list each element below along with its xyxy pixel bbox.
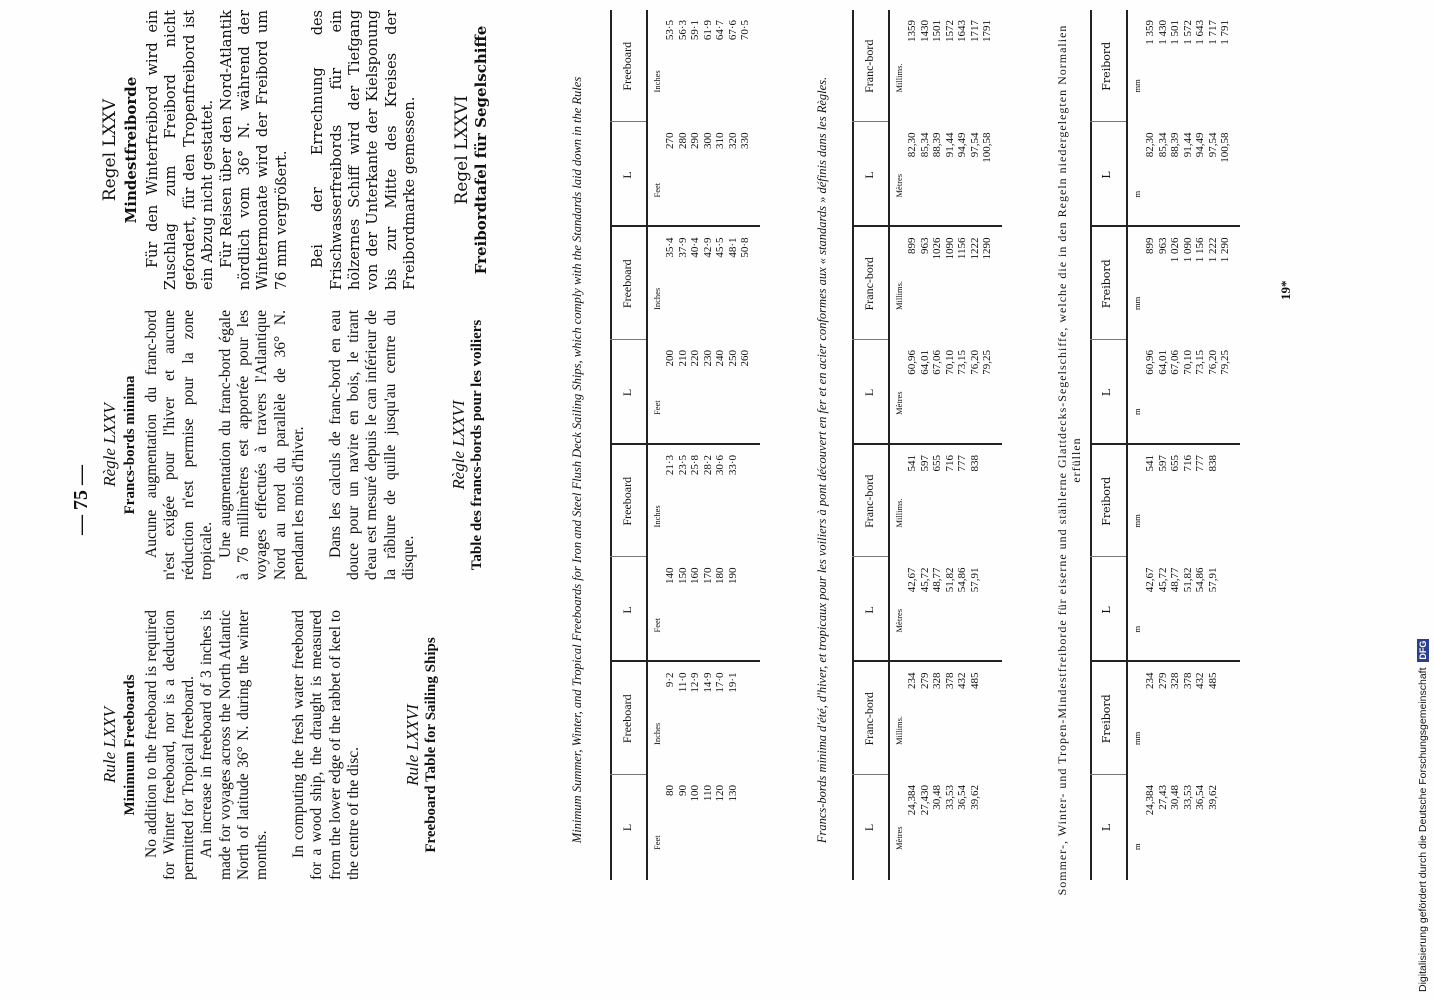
table-cell: 94,49 — [1194, 132, 1206, 158]
table-cell: 170 — [701, 567, 714, 584]
table-cell: 33,53 — [943, 785, 956, 810]
column-header: Freeboard — [620, 694, 634, 744]
table-cell: 35·4 — [664, 237, 676, 258]
column-header: Freeboard — [620, 259, 634, 309]
table-cell: 91,44 — [1181, 132, 1194, 158]
column-header: Freibord — [1100, 476, 1113, 526]
table-cell: 88,39 — [931, 132, 943, 158]
table-cell: 1 359 — [1144, 20, 1156, 45]
table-cell: 963 — [1156, 237, 1169, 254]
table-cell: 42,67 — [1144, 567, 1156, 593]
french-rule76-title: Règle LXXVI — [448, 400, 468, 490]
table-cell: 76,20 — [968, 350, 981, 375]
table-cell: 57,91 — [968, 567, 981, 593]
french-rule75-paragraph-3: Dans les calculs de franc-bord en eau douce pour un navire en bois, le tirant d'eau est mesuré depuis le can inférieur de la râblure de quille jusqu'au centre du disque. — [326, 310, 418, 580]
table-cell: 94,49 — [956, 132, 968, 158]
table-cell: 234 — [1144, 672, 1156, 689]
french-rule75-paragraph-1: Aucune augmentation du franc-bord n'est exigée pour l'hiver et aucune réduction n'est permise pour la zone tropicale. — [143, 310, 216, 580]
table-cell: 597 — [918, 455, 931, 472]
german-rule75-paragraph-1: Für den Winterfreibord wird ein Zuschlag zum Freibord nicht gefordert, für den Tropenfreibord ist ein Abzug nicht gestattet. — [145, 10, 217, 290]
table-cell: 60,96 — [1144, 350, 1156, 375]
column-header: Freeboard — [620, 476, 634, 526]
table-cell: 250 — [726, 350, 739, 367]
table-cell: 100,58 — [1219, 132, 1231, 163]
table-cell: 97,54 — [968, 132, 981, 158]
table-top-rule — [1090, 10, 1092, 880]
table-cell: 57,91 — [1206, 567, 1219, 593]
table-cell: 59·1 — [689, 20, 701, 41]
table-cell: 27,43 — [1156, 785, 1169, 810]
table-cell: 19·1 — [726, 672, 739, 693]
table-cell: 130 — [726, 785, 739, 802]
table-cell: 899 — [906, 237, 918, 254]
english-rule75-paragraph-3: In computing the fresh water freeboard for a wood ship, the draught is measured from the lower edge of the rabbet of keel to the centre of the disc. — [289, 610, 363, 880]
column-unit: Feet — [652, 400, 662, 415]
table-cell: 328 — [931, 672, 943, 689]
column-header: L — [620, 823, 634, 832]
table-cell: 597 — [1156, 455, 1169, 472]
sheet-mark: 19* — [1278, 280, 1293, 300]
column-header: Franc-bord — [862, 692, 876, 746]
table-cell: 30,48 — [931, 785, 943, 810]
table-cell: 67,06 — [1169, 350, 1181, 375]
table-cell: 1 501 — [1169, 20, 1181, 45]
column-unit: Millims. — [894, 280, 904, 310]
column-header: L — [1100, 823, 1113, 832]
table-cell: 310 — [714, 132, 726, 149]
table-cell: 48,77 — [931, 567, 943, 593]
table-cell: 1 026 — [1169, 237, 1181, 263]
table-cell: 279 — [1156, 672, 1169, 689]
german-rule75-heading: Mindestfreiborde — [122, 76, 140, 224]
table-cell: 42,67 — [906, 567, 918, 593]
table-cell: 28·2 — [701, 455, 714, 476]
column-header: Freibord — [1100, 41, 1113, 91]
french-freeboard-table — [852, 10, 992, 880]
table-cell: 67,06 — [931, 350, 943, 375]
column-unit: Millims. — [894, 715, 904, 745]
table-cell: 23·5 — [676, 455, 689, 476]
table-cell: 120 — [714, 785, 726, 802]
table-cell: 330 — [739, 132, 751, 149]
french-rule75-title: Règle LXXV — [100, 403, 119, 487]
table-cell: 240 — [714, 350, 726, 367]
table-cell: 541 — [1144, 455, 1156, 472]
table-cell: 1 643 — [1194, 20, 1206, 45]
table-header-rule — [1126, 10, 1128, 880]
column-header: Freeboard — [620, 41, 634, 91]
column-header: Freibord — [1100, 694, 1113, 744]
column-unit: m — [1132, 408, 1142, 415]
table-cell: 1430 — [918, 20, 931, 42]
column-header: L — [1100, 388, 1113, 397]
table-cell: 73,15 — [1194, 350, 1206, 375]
table-cell: 82,30 — [1144, 132, 1156, 158]
table-cell: 1501 — [931, 20, 943, 42]
column-unit: Millims. — [894, 498, 904, 528]
table-cell: 45,72 — [918, 567, 931, 593]
table-cell: 1222 — [968, 237, 981, 260]
table-cell: 1 430 — [1156, 20, 1169, 45]
english-rule75-heading: Minimum Freeboards — [122, 674, 138, 816]
table-cell: 21·3 — [664, 455, 676, 476]
table-cell: 33·0 — [726, 455, 739, 476]
column-unit: m — [1132, 625, 1142, 633]
column-header: L — [1100, 606, 1113, 614]
english-rule76-title: Rule LXXVI — [403, 704, 423, 786]
table-cell: 777 — [956, 455, 968, 472]
column-unit: Millims. — [894, 63, 904, 93]
german-rule75-title: Regel LXXV — [100, 98, 120, 202]
french-rule75-paragraph-2: Une augmentation du franc-bord égale à 76 millimètres est apportée pour les voyages effectués à travers l'Atlantique Nord au nord du parallèle de 36° N. pendant les mois d'hiver. — [216, 310, 308, 580]
german-column — [100, 10, 490, 290]
table-cell: 899 — [1144, 237, 1156, 254]
french-table-caption: Francs-bords minima d'été, d'hiver, et tropicaux pour les voiliers à pont découvert en fer et en acier conformes aux « standards » définis dans les Règles. — [815, 76, 829, 844]
table-cell: 48·1 — [726, 237, 739, 258]
column-unit: Mètres — [894, 826, 904, 850]
table-cell: 30,48 — [1169, 785, 1181, 810]
table-cell: 64,01 — [1156, 350, 1169, 375]
table-cell: 100,58 — [981, 132, 993, 163]
table-cell: 53·5 — [664, 20, 676, 41]
table-cell: 777 — [1194, 455, 1206, 472]
table-cell: 963 — [918, 237, 931, 254]
table-cell: 80 — [664, 785, 676, 796]
table-cell: 300 — [701, 132, 714, 149]
french-rule75-heading: Francs-bords minima — [122, 375, 138, 515]
table-cell: 1290 — [981, 237, 993, 260]
table-cell: 12·9 — [689, 672, 701, 693]
table-cell: 1 791 — [1219, 20, 1231, 45]
column-unit: Inches — [652, 70, 662, 93]
table-cell: 14·9 — [701, 672, 714, 693]
table-cell: 73,15 — [956, 350, 968, 375]
table-cell: 1359 — [906, 20, 918, 42]
table-cell: 11·0 — [676, 672, 689, 693]
table-cell: 85,34 — [918, 132, 931, 158]
table-cell: 17·0 — [714, 672, 726, 693]
table-cell: 30·6 — [714, 455, 726, 476]
table-cell: 160 — [689, 567, 701, 584]
table-cell: 220 — [689, 350, 701, 367]
table-cell: 54,86 — [956, 567, 968, 593]
english-table-caption: Minimum Summer, Winter, and Tropical Freeboards for Iron and Steel Flush Deck Sailing Ships, which comply with the Standards laid down in the Rules — [570, 76, 584, 844]
column-header: L — [862, 606, 876, 614]
table-cell: 9·2 — [664, 672, 676, 688]
table-cell: 234 — [906, 672, 918, 689]
table-cell: 33,53 — [1181, 785, 1194, 810]
table-cell: 40·4 — [689, 237, 701, 258]
table-cell: 200 — [664, 350, 676, 367]
column-header: L — [862, 388, 876, 397]
table-cell: 1090 — [943, 237, 956, 260]
column-unit: mm — [1132, 514, 1142, 528]
digitization-credit-text: Digitalisierung gefördert durch die Deutsche Forschungsgemeinschaft — [1417, 667, 1429, 992]
table-cell: 655 — [931, 455, 943, 472]
page-number: — 75 — — [70, 465, 92, 535]
table-cell: 90 — [676, 785, 689, 796]
column-unit: Mètres — [894, 391, 904, 415]
table-cell: 716 — [1181, 455, 1194, 472]
english-freeboard-table — [610, 10, 750, 880]
table-cell: 280 — [676, 132, 689, 149]
table-cell: 432 — [1194, 672, 1206, 689]
table-cell: 1 290 — [1219, 237, 1231, 263]
column-header: Franc-bord — [862, 474, 876, 528]
table-cell: 1 156 — [1194, 237, 1206, 263]
column-header: Freibord — [1100, 259, 1113, 309]
table-cell: 70,10 — [943, 350, 956, 375]
german-rule76-title: Regel LXXVI — [451, 95, 472, 205]
column-header: Franc-bord — [862, 39, 876, 93]
table-cell: 270 — [664, 132, 676, 149]
english-column — [100, 610, 440, 880]
column-unit: mm — [1132, 79, 1142, 93]
table-cell: 67·6 — [726, 20, 739, 41]
table-cell: 85,34 — [1156, 132, 1169, 158]
table-cell: 36,54 — [1194, 785, 1206, 810]
english-rule75-title: Rule LXXV — [100, 707, 119, 784]
table-cell: 541 — [906, 455, 918, 472]
column-unit: mm — [1132, 296, 1142, 310]
table-cell: 39,62 — [968, 785, 981, 810]
table-cell: 1791 — [981, 20, 993, 42]
table-cell: 1156 — [956, 237, 968, 260]
column-header: Franc-bord — [862, 257, 876, 311]
table-cell: 79,25 — [981, 350, 993, 375]
table-cell: 54,86 — [1194, 567, 1206, 593]
table-cell: 260 — [739, 350, 751, 367]
table-cell: 1 090 — [1181, 237, 1194, 263]
table-top-rule — [852, 10, 854, 880]
table-cell: 79,25 — [1219, 350, 1231, 375]
english-rule76-heading: Freeboard Table for Sailing Ships — [423, 637, 440, 853]
table-cell: 1643 — [956, 20, 968, 42]
table-cell: 838 — [968, 455, 981, 472]
column-unit: Feet — [652, 617, 662, 633]
table-cell: 60,96 — [906, 350, 918, 375]
german-table-caption: Sommer-, Winter- und Tropen-Mindestfreiborde für eiserne und stählerne Glattdecks-Segelschiffe, welche die in den Regeln niedergelegten Normalien erfüllen — [1055, 24, 1083, 896]
table-cell: 45,72 — [1156, 567, 1169, 593]
column-unit: Mètres — [894, 608, 904, 633]
table-cell: 1026 — [931, 237, 943, 260]
table-cell: 27,430 — [918, 785, 931, 816]
table-cell: 24,384 — [1144, 785, 1156, 816]
table-cell: 655 — [1169, 455, 1181, 472]
german-rule75-paragraph-3: Bei der Errechnung des Frischwasserfreibords für ein hölzernes Schiff wird der Tiefgang von der Unterkante der Kielsponung bis zur Mitte des Kreises der Freibordmarke gemessen. — [310, 10, 419, 290]
table-cell: 64,01 — [918, 350, 931, 375]
table-header-rule — [646, 10, 648, 880]
table-cell: 1 572 — [1181, 20, 1194, 45]
table-cell: 50·8 — [739, 237, 751, 258]
table-cell: 485 — [1206, 672, 1219, 689]
table-cell: 190 — [726, 567, 739, 584]
column-header: L — [862, 823, 876, 832]
table-cell: 150 — [676, 567, 689, 584]
column-header: L — [1100, 171, 1113, 179]
column-unit: mm — [1132, 731, 1142, 745]
table-cell: 51,82 — [943, 567, 956, 593]
column-unit: Feet — [652, 835, 662, 850]
table-cell: 39,62 — [1206, 785, 1219, 810]
column-header: L — [620, 388, 634, 397]
table-cell: 70,10 — [1181, 350, 1194, 375]
column-unit: m — [1132, 843, 1142, 850]
english-rule75-paragraph-1: No addition to the freeboard is required for Winter freeboard, nor is a deduction permitted for Tropical freeboard. — [143, 610, 197, 880]
german-rule76-heading: Freibordtafel für Segelschiffe — [471, 25, 490, 275]
french-rule76-heading: Table des francs-bords pour les voiliers — [468, 319, 485, 571]
table-cell: 24,384 — [906, 785, 918, 816]
column-header: L — [620, 171, 634, 179]
column-unit: Inches — [652, 505, 662, 528]
table-cell: 45·5 — [714, 237, 726, 258]
dfg-logo: DFG — [1418, 640, 1428, 660]
table-cell: 36,54 — [956, 785, 968, 810]
table-cell: 716 — [943, 455, 956, 472]
table-cell: 180 — [714, 567, 726, 584]
table-cell: 110 — [701, 785, 714, 802]
table-cell: 25·8 — [689, 455, 701, 476]
table-cell: 76,20 — [1206, 350, 1219, 375]
table-cell: 100 — [689, 785, 701, 802]
table-cell: 88,39 — [1169, 132, 1181, 158]
table-cell: 61·9 — [701, 20, 714, 41]
table-cell: 290 — [689, 132, 701, 149]
table-cell: 97,54 — [1206, 132, 1219, 158]
table-cell: 37·9 — [676, 237, 689, 258]
table-cell: 485 — [968, 672, 981, 689]
table-cell: 1 717 — [1206, 20, 1219, 45]
digitization-sidebar — [1412, 8, 1434, 992]
table-cell: 378 — [943, 672, 956, 689]
table-cell: 320 — [726, 132, 739, 149]
table-cell: 82,30 — [906, 132, 918, 158]
table-cell: 91,44 — [943, 132, 956, 158]
table-cell: 64·7 — [714, 20, 726, 41]
table-cell: 328 — [1169, 672, 1181, 689]
table-cell: 432 — [956, 672, 968, 689]
table-cell: 230 — [701, 350, 714, 367]
table-cell: 51,82 — [1181, 567, 1194, 593]
table-cell: 838 — [1206, 455, 1219, 472]
column-unit: m — [1132, 190, 1142, 198]
german-freeboard-table — [1090, 10, 1240, 880]
column-unit: Feet — [652, 182, 662, 198]
german-rule75-paragraph-2: Für Reisen über den Nord-Atlantik nördlich vom 36° N. während der Wintermonate wird der Freibord um 76 mm vergrößert. — [218, 10, 290, 290]
english-rule75-paragraph-2: An increase in freeboard of 3 inches is made for voyages across the North Atlantic North of latitude 36° N. during the winter months. — [198, 610, 271, 880]
table-cell: 279 — [918, 672, 931, 689]
table-cell: 42·9 — [701, 237, 714, 258]
table-cell: 378 — [1181, 672, 1194, 689]
column-header: L — [620, 606, 634, 614]
column-unit: Mètres — [894, 173, 904, 198]
table-cell: 48,77 — [1169, 567, 1181, 593]
column-unit: Inches — [652, 722, 662, 745]
table-header-rule — [888, 10, 890, 880]
table-cell: 70·5 — [739, 20, 751, 41]
table-cell: 1 222 — [1206, 237, 1219, 263]
table-cell: 1572 — [943, 20, 956, 42]
table-cell: 56·3 — [676, 20, 689, 41]
table-cell: 1717 — [968, 20, 981, 42]
table-cell: 210 — [676, 350, 689, 367]
table-cell: 140 — [664, 567, 676, 584]
table-top-rule — [610, 10, 612, 880]
column-unit: Inches — [652, 287, 662, 310]
french-column — [100, 310, 486, 580]
column-header: L — [862, 171, 876, 179]
